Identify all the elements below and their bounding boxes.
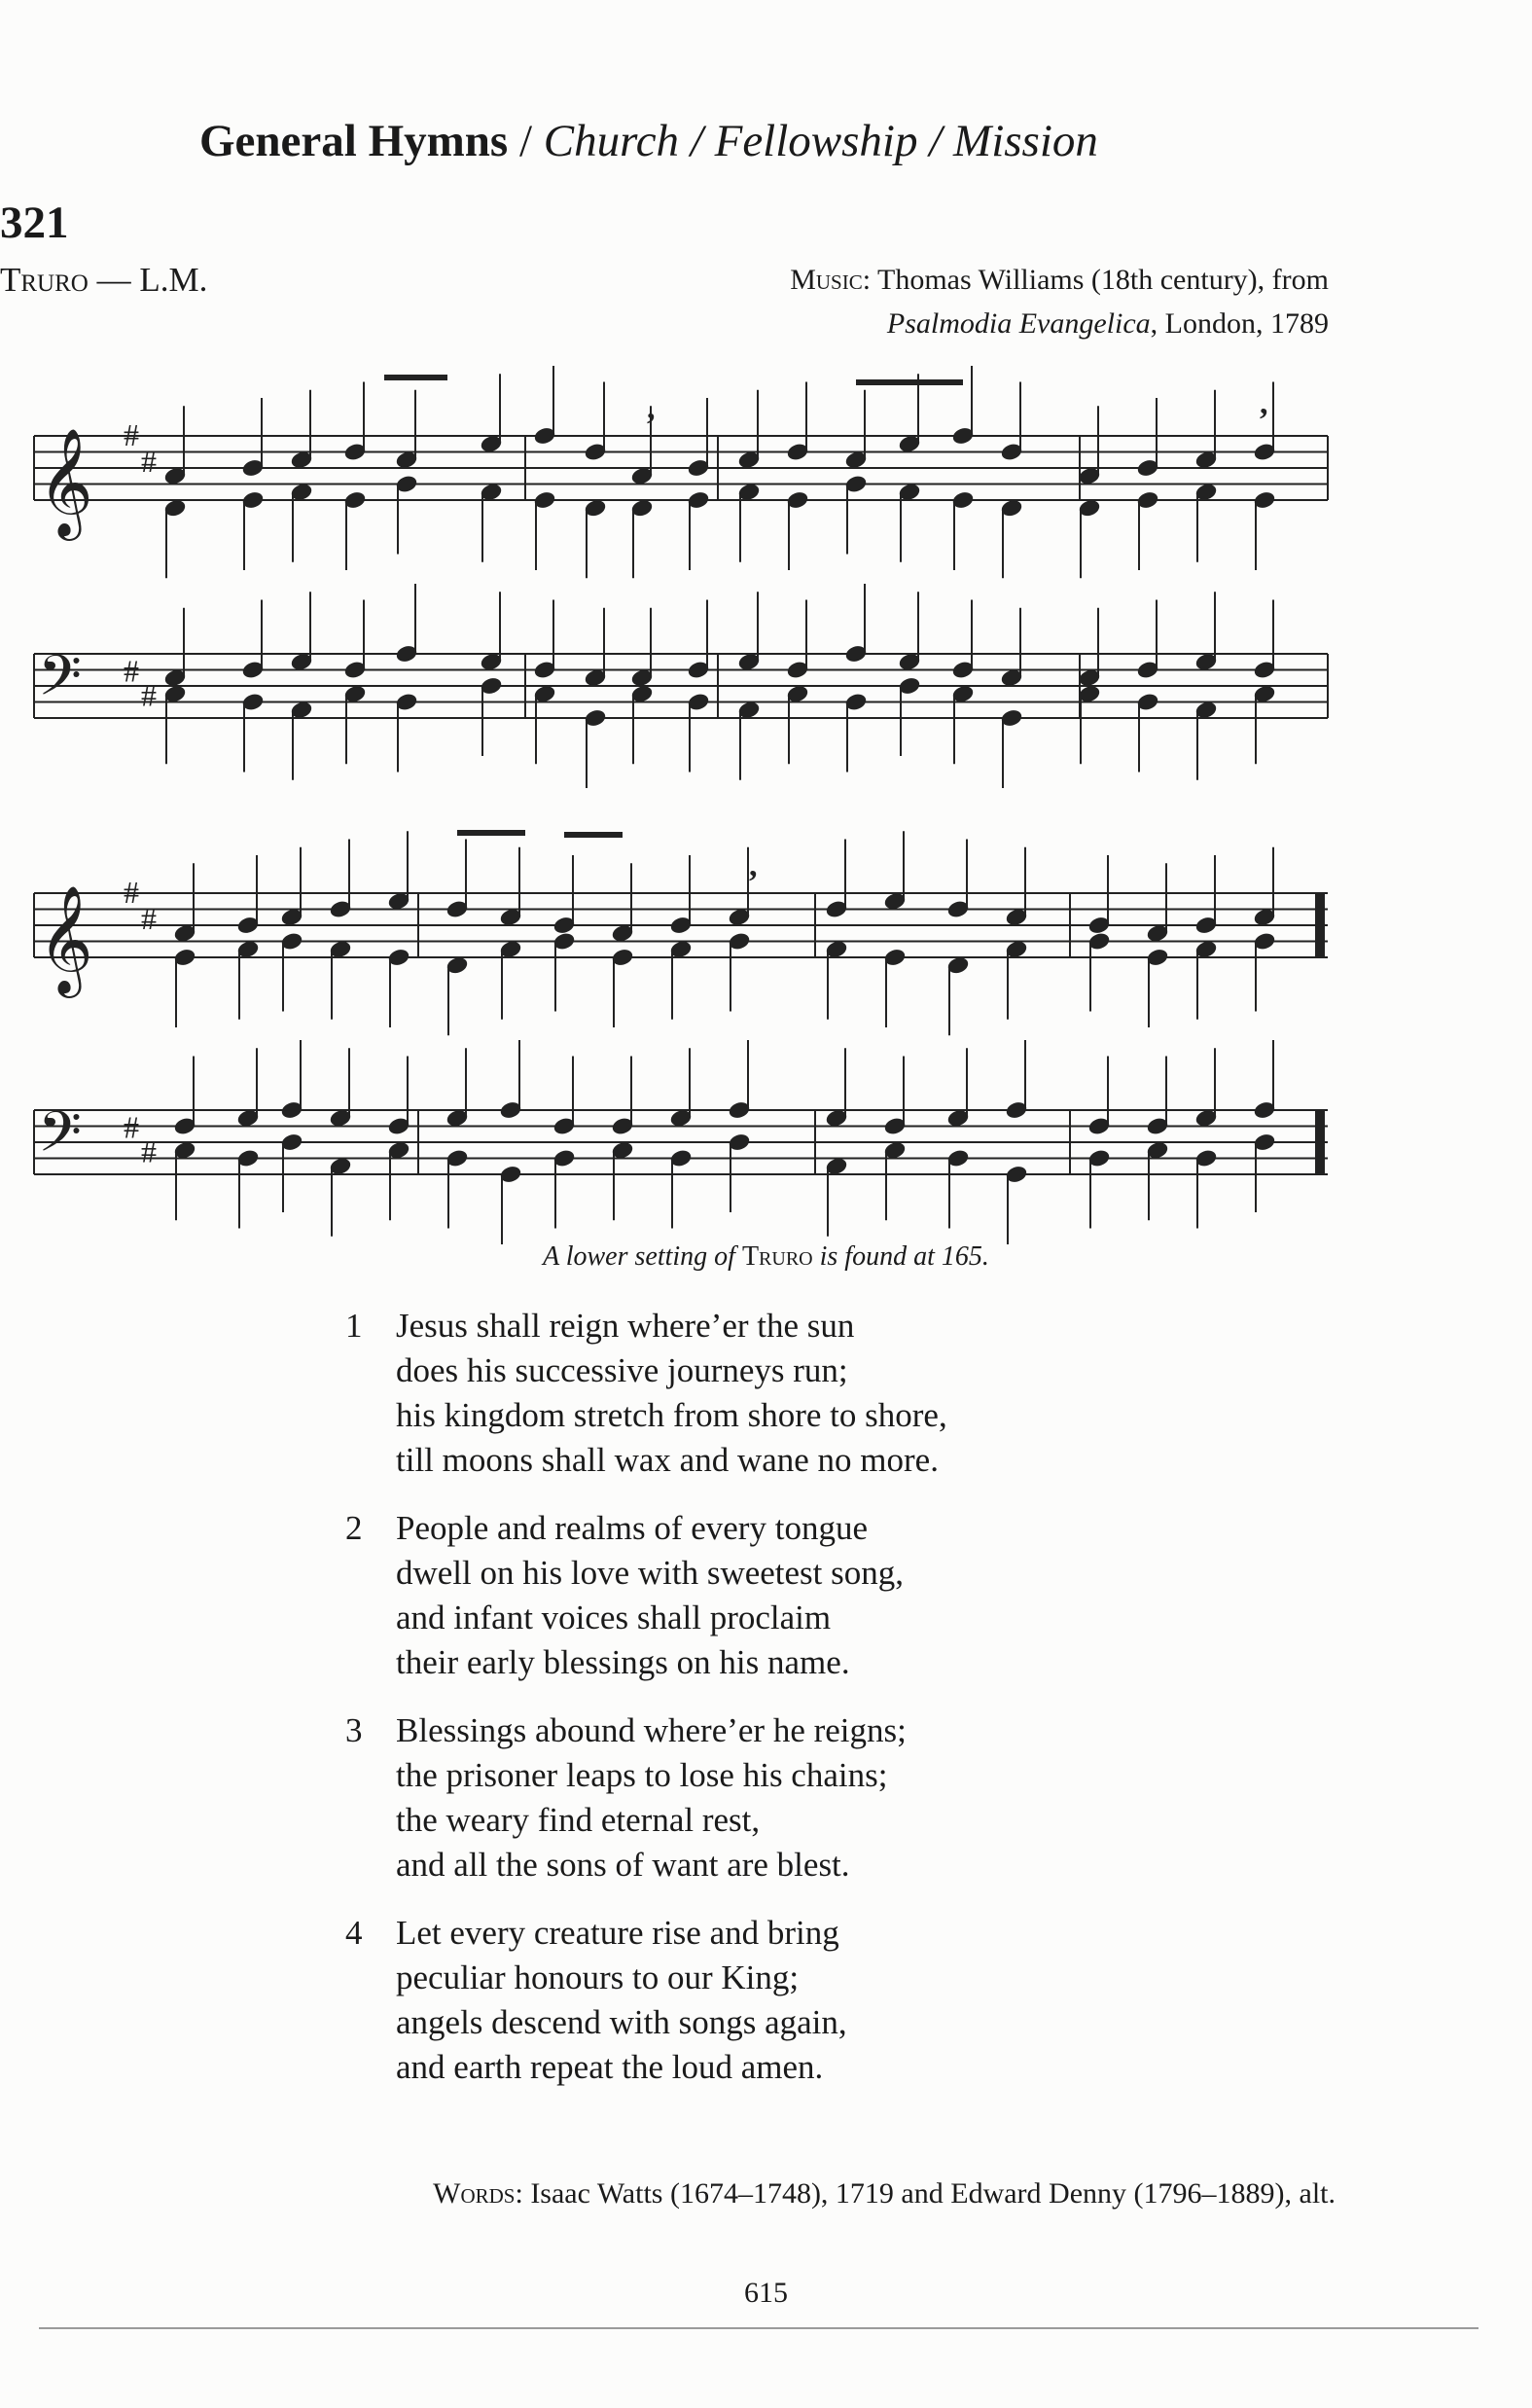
verse-line: angels descend with songs again, xyxy=(396,2003,847,2041)
page-number: 615 xyxy=(744,2277,788,2309)
verse xyxy=(345,1708,947,1887)
verse-line: the weary find eternal rest, xyxy=(396,1801,761,1839)
words-credit-text: Isaac Watts (1674–1748), 1719 and Edward Denny (1796–1889), alt. xyxy=(530,2177,1336,2210)
sharp-symbol: # xyxy=(141,1133,157,1169)
music-credit-line2: , London, 1789 xyxy=(1150,307,1329,340)
words-label: Words: xyxy=(433,2177,523,2210)
music-label: Music: xyxy=(790,264,872,296)
page-header: General Hymns / Church / Fellowship / Mission xyxy=(199,116,1098,166)
hymn-number: 321 xyxy=(0,198,69,248)
tune-line: Truro — L.M. xyxy=(0,261,208,299)
verse-line: Jesus shall reign where’er the sun xyxy=(396,1307,855,1345)
sharp-symbol: # xyxy=(124,653,139,689)
verse xyxy=(345,1506,947,1685)
verse xyxy=(345,1304,947,1483)
verse-number: 4 xyxy=(345,1914,363,1952)
verse-line: peculiar honours to our King; xyxy=(396,1959,800,1996)
setting-note-tune: Truro xyxy=(741,1241,813,1272)
breath-mark: , xyxy=(647,390,656,426)
footer-rule xyxy=(39,2327,1479,2329)
verses xyxy=(345,1304,947,2113)
sharp-symbol: # xyxy=(141,443,157,479)
verse-line: People and realms of every tongue xyxy=(396,1509,868,1547)
sharp-symbol: # xyxy=(141,900,157,936)
sharp-symbol: # xyxy=(124,417,139,452)
meter: L.M. xyxy=(139,261,208,299)
verse-line: their early blessings on his name. xyxy=(396,1643,850,1681)
verse-number: 3 xyxy=(345,1711,363,1749)
verse-number: 1 xyxy=(345,1307,363,1345)
verse-line: till moons shall wax and wane no more. xyxy=(396,1441,939,1479)
verse xyxy=(345,1911,947,2090)
verse-line: and all the sons of want are blest. xyxy=(396,1846,850,1884)
sharp-symbol: # xyxy=(141,677,157,713)
final-bar xyxy=(1315,1110,1325,1174)
breath-mark: , xyxy=(1260,385,1268,421)
verse-line: Blessings abound where’er he reigns; xyxy=(396,1711,907,1749)
verse-line: Let every creature rise and bring xyxy=(396,1914,839,1952)
music-credit-line1: Thomas Williams (18th century), from xyxy=(877,264,1329,296)
verse-line: dwell on his love with sweetest song, xyxy=(396,1554,905,1592)
treble-clef: 𝄞 xyxy=(38,427,93,536)
verse-line: and earth repeat the loud amen. xyxy=(396,2048,824,2086)
sharp-symbol: # xyxy=(124,875,139,910)
tune-name: Truro xyxy=(0,261,89,299)
final-bar xyxy=(1315,893,1325,957)
bass-clef: 𝄢 xyxy=(38,1098,83,1179)
bass-clef: 𝄢 xyxy=(38,642,83,723)
treble-clef: 𝄞 xyxy=(38,884,93,993)
music-source: Psalmodia Evangelica xyxy=(886,307,1151,340)
verse-line: and infant voices shall proclaim xyxy=(396,1599,832,1636)
verse-number: 2 xyxy=(345,1509,363,1547)
verse-line: the prisoner leaps to lose his chains; xyxy=(396,1756,888,1794)
setting-note: A lower setting of Truro is found at 165. xyxy=(543,1241,989,1272)
breath-mark: , xyxy=(749,847,758,883)
sharp-symbol: # xyxy=(124,1109,139,1145)
words-credit xyxy=(433,2177,1336,2210)
verse-line: his kingdom stretch from shore to shore, xyxy=(396,1396,947,1434)
header-category: General Hymns xyxy=(199,116,509,166)
verse-line: does his successive journeys run; xyxy=(396,1351,848,1389)
header-subtopics: Church / Fellowship / Mission xyxy=(543,116,1098,166)
